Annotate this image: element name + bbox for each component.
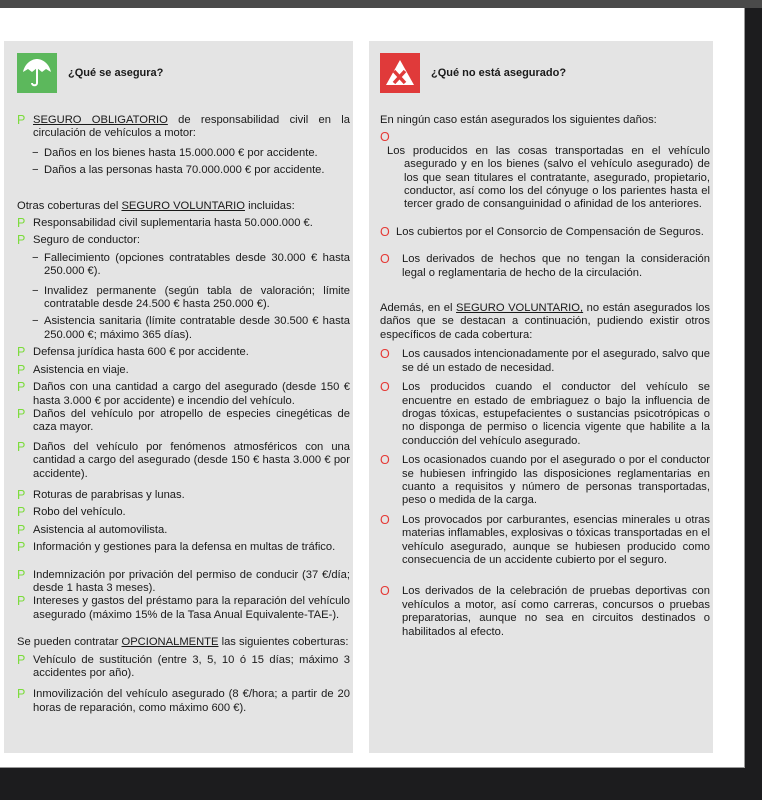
item-text: Los ocasionados cuando por el asegurado o por el conductor se hubiesen infringido las disposiciones reglamentarias en cuanto a requisitos y número de personas transportadas, peso o medida de la carga.	[402, 454, 710, 507]
item-text: Daños del vehículo por fenómenos atmosféricos con una cantidad a cargo del asegurado (desde 150 € hasta 3.000 € por accidente).	[33, 440, 350, 480]
list-item	[380, 585, 710, 639]
dash-icon: −	[32, 284, 39, 297]
check-bullet-icon: P	[17, 216, 26, 231]
list-item	[380, 381, 710, 448]
not-covered-title: ¿Qué no está asegurado?	[431, 67, 567, 79]
list-item	[17, 364, 350, 377]
check-bullet-icon: P	[17, 652, 26, 667]
list-item	[17, 346, 350, 359]
subitem-text: Asistencia sanitaria (límite contratable desde 30.500 € hasta 250.000 €; máximo 365 días).	[44, 315, 350, 341]
intro-text: incluidas:	[244, 199, 295, 212]
driver-subitem	[17, 285, 350, 312]
item-text: Defensa jurídica hasta 600 € por accidente.	[33, 346, 249, 359]
cross-bullet-icon: O	[380, 584, 390, 599]
umbrella-icon	[17, 53, 57, 93]
check-bullet-icon: P	[17, 439, 26, 454]
item-text: Vehículo de sustitución (entre 3, 5, 10 ó 15 días; máximo 3 accidentes por año).	[33, 653, 350, 679]
list-item	[380, 226, 710, 239]
intro-text: Además, en el	[380, 302, 457, 315]
dash-icon: −	[32, 164, 39, 177]
voluntary-intro	[17, 200, 350, 213]
list-item	[17, 506, 350, 519]
check-bullet-icon: P	[17, 406, 26, 421]
item-text: Los provocados por carburantes, esencias minerales u otras materias inflamables, explosivas o tóxicas transportadas en el vehículo asegurado, aunque se hubiesen producido como consecuencia de un accidente cubierto por el seguro.	[402, 513, 710, 566]
subitem-text: Invalidez permanente (según tabla de valoración; límite contratable desde 24.500 € hasta 250.000 €).	[44, 284, 350, 311]
item-text: Los causados intencionadamente por el asegurado, salvo que se dé un estado de necesidad.	[402, 348, 710, 374]
check-bullet-icon: P	[17, 345, 26, 360]
check-bullet-icon: P	[17, 522, 26, 537]
list-item	[17, 569, 350, 596]
check-bullet-icon: P	[17, 567, 26, 582]
list-item	[17, 595, 350, 622]
dash-icon: −	[32, 315, 39, 328]
intro-text: Se pueden contratar	[17, 636, 122, 649]
mandatory-item	[17, 114, 350, 141]
dash-icon: −	[32, 251, 39, 264]
item-text: Los producidos en las cosas transportadas en el vehículo asegurado y en los bienes (salvo el vehículo asegurado) de los que sean titulares el contratante, asegurado, propietario, conductor, así como los del cónyuge o los parientes hasta el tercer grado de consanguinidad o afinidad de los anteriores.	[387, 144, 710, 211]
item-text: Robo del vehículo.	[33, 506, 126, 519]
not-covered-header	[380, 53, 566, 93]
subitem-text: Daños en los bienes hasta 15.000.000 € por accidente.	[44, 146, 318, 159]
item-text: Daños con una cantidad a cargo del asegurado (desde 150 € hasta 3.000 € por accidente) e incendio del vehículo.	[33, 381, 350, 407]
list-item	[17, 688, 350, 715]
check-bullet-icon: P	[17, 380, 26, 395]
optional-intro	[17, 636, 350, 649]
cross-bullet-icon: O	[380, 130, 390, 145]
item-text: Asistencia en viaje.	[33, 363, 129, 376]
item-text: Responsabilidad civil suplementaria hasta 50.000.000 €.	[33, 217, 313, 230]
general-intro: En ningún caso están asegurados los siguientes daños:	[380, 114, 657, 126]
intro-text: no están asegurados los daños que se destacan a continuación, pudiendo existir otros específicos de cada cobertura:	[380, 302, 710, 341]
item-text: Los cubiertos por el Consorcio de Compensación de Seguros.	[396, 225, 704, 238]
check-bullet-icon: P	[17, 113, 26, 127]
item-text: Seguro de conductor:	[33, 234, 140, 247]
covered-header	[17, 53, 163, 93]
not-covered-content	[380, 114, 710, 639]
viewer-top-bar	[0, 0, 762, 8]
subitem-text: Fallecimiento (opciones contratables desde 30.000 € hasta 250.000 €).	[44, 251, 350, 278]
subitem-text: Daños a las personas hasta 70.000.000 € por accidente.	[44, 164, 325, 177]
list-item	[380, 348, 710, 375]
cross-bullet-icon: O	[380, 453, 390, 468]
list-item	[17, 541, 350, 554]
check-bullet-icon: P	[17, 540, 26, 555]
driver-subitem	[17, 252, 350, 279]
item-text: Los derivados de hechos que no tengan la consideración legal o reglamentaria de hecho de la circulación.	[402, 253, 710, 279]
item-text: Intereses y gastos del préstamo para la reparación del vehículo asegurado (máximo 15% de la Tasa Anual Equivalente-TAE-).	[33, 595, 350, 621]
item-text: Los derivados de la celebración de pruebas deportivas con vehículos a motor, así como carreras, concursos o pruebas preparatorias, aunque no sea en circuitos destinados o habilitados al efecto.	[402, 585, 710, 638]
covered-panel	[4, 41, 353, 753]
check-bullet-icon: P	[17, 362, 26, 377]
voluntary-label: SEGURO VOLUNTARIO,	[456, 302, 584, 315]
mandatory-label: SEGURO OBLIGATORIO	[33, 114, 168, 126]
list-item	[380, 253, 710, 280]
list-item	[17, 408, 350, 435]
cross-bullet-icon: O	[380, 252, 390, 267]
item-text: Los producidos cuando el conductor del vehículo se encuentre en estado de embriaguez o bajo la influencia de drogas tóxicas, estupefacientes o sustancias psicotrópicas o no disponga de permiso o licencia vigente que habilite a la conducción del vehículo asegurado.	[402, 381, 710, 447]
list-item	[17, 441, 350, 481]
covered-title: ¿Qué se asegura?	[68, 67, 164, 79]
item-text: Inmovilización del vehículo asegurado (8 €/hora; a partir de 20 horas de reparación, como máximo 600 €).	[33, 688, 350, 714]
voluntary-intro	[380, 302, 710, 342]
intro-text: las siguientes coberturas:	[218, 636, 349, 649]
cross-bullet-icon: O	[380, 512, 390, 527]
optional-label: OPCIONALMENTE	[121, 636, 219, 649]
list-item	[17, 489, 350, 502]
item-text: Roturas de parabrisas y lunas.	[33, 488, 185, 501]
check-bullet-icon: P	[17, 233, 26, 248]
list-item	[17, 381, 350, 408]
item-text: Información y gestiones para la defensa en multas de tráfico.	[33, 541, 336, 554]
driver-subitem	[17, 315, 350, 342]
cross-bullet-icon: O	[380, 347, 390, 362]
not-covered-panel	[369, 41, 713, 753]
list-item	[17, 654, 350, 681]
list-item	[380, 454, 710, 508]
warning-x-icon	[380, 53, 420, 93]
list-item	[380, 514, 710, 568]
list-item	[17, 217, 350, 230]
voluntary-label: SEGURO VOLUNTARIO	[121, 199, 245, 212]
cross-bullet-icon: O	[380, 380, 390, 395]
list-item	[17, 234, 350, 247]
intro-text: Otras coberturas del	[17, 199, 122, 212]
cross-bullet-icon: O	[380, 224, 390, 239]
mandatory-text: de responsabilidad civil en la circulación de vehículos a motor:	[33, 114, 350, 140]
document-page	[0, 8, 745, 768]
mandatory-subitem	[17, 164, 350, 177]
item-text: Indemnización por privación del permiso de conducir (37 €/día; desde 1 hasta 3 meses).	[33, 568, 350, 594]
check-bullet-icon: P	[17, 594, 26, 609]
check-bullet-icon: P	[17, 487, 26, 502]
item-text: Asistencia al automovilista.	[33, 523, 168, 536]
item-text: Daños del vehículo por atropello de especies cinegéticas de caza mayor.	[33, 407, 350, 434]
list-item	[380, 131, 710, 211]
list-item	[17, 524, 350, 537]
check-bullet-icon: P	[17, 687, 26, 702]
covered-content	[17, 114, 350, 715]
mandatory-subitem	[17, 147, 350, 160]
dash-icon: −	[32, 146, 39, 159]
check-bullet-icon: P	[17, 505, 26, 520]
